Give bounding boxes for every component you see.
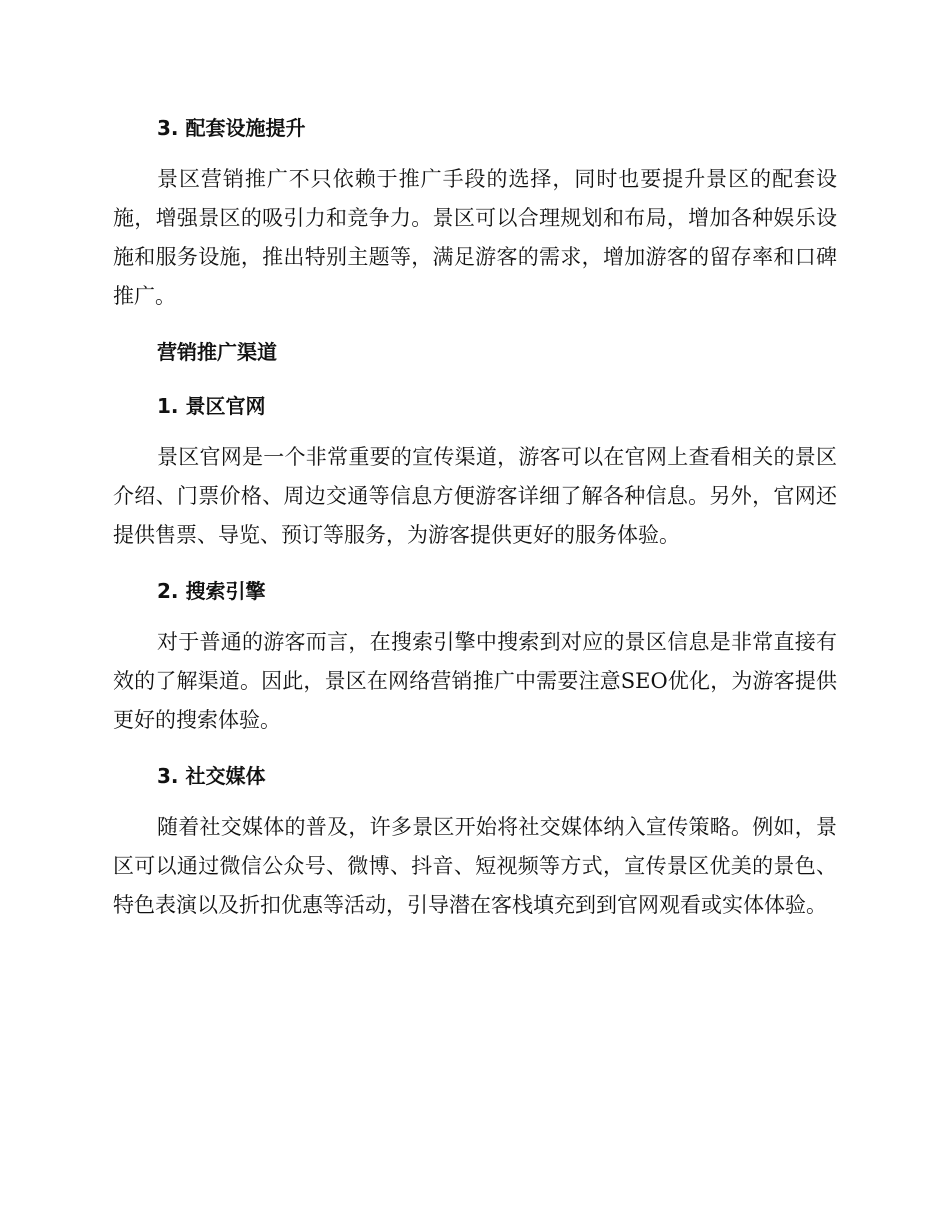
document-content bbox=[113, 110, 837, 925]
section-heading-official-site: 1. 景区官网 bbox=[157, 394, 266, 418]
paragraph-facilities: 景区营销推广不只依赖于推广手段的选择，同时也要提升景区的配套设施，增强景区的吸引力和竞争力。景区可以合理规划和布局，增加各种娱乐设施和服务设施，推出特别主题等，满足游客的需求，增加游客的留存率和口碑推广。 bbox=[113, 167, 837, 308]
paragraph-social-media: 随着社交媒体的普及，许多景区开始将社交媒体纳入宣传策略。例如，景区可以通过微信公众号、微博、抖音、短视频等方式，宣传景区优美的景色、特色表演以及折扣优惠等活动，引导潜在客栈填充到到官网观看或实体体验。 bbox=[113, 815, 837, 917]
section-heading-facilities: 3. 配套设施提升 bbox=[157, 116, 306, 140]
paragraph-official-site: 景区官网是一个非常重要的宣传渠道，游客可以在官网上查看相关的景区介绍、门票价格、周边交通等信息方便游客详细了解各种信息。另外，官网还提供售票、导览、预订等服务，为游客提供更好的服务体验。 bbox=[113, 445, 837, 547]
section-heading-social-media: 3. 社交媒体 bbox=[157, 764, 266, 788]
section-heading-channels: 营销推广渠道 bbox=[157, 340, 277, 364]
section-heading-search-engine: 2. 搜索引擎 bbox=[157, 579, 266, 603]
paragraph-search-engine: 对于普通的游客而言，在搜索引擎中搜索到对应的景区信息是非常直接有效的了解渠道。因此，景区在网络营销推广中需要注意SEO优化，为游客提供更好的搜索体验。 bbox=[113, 630, 837, 732]
